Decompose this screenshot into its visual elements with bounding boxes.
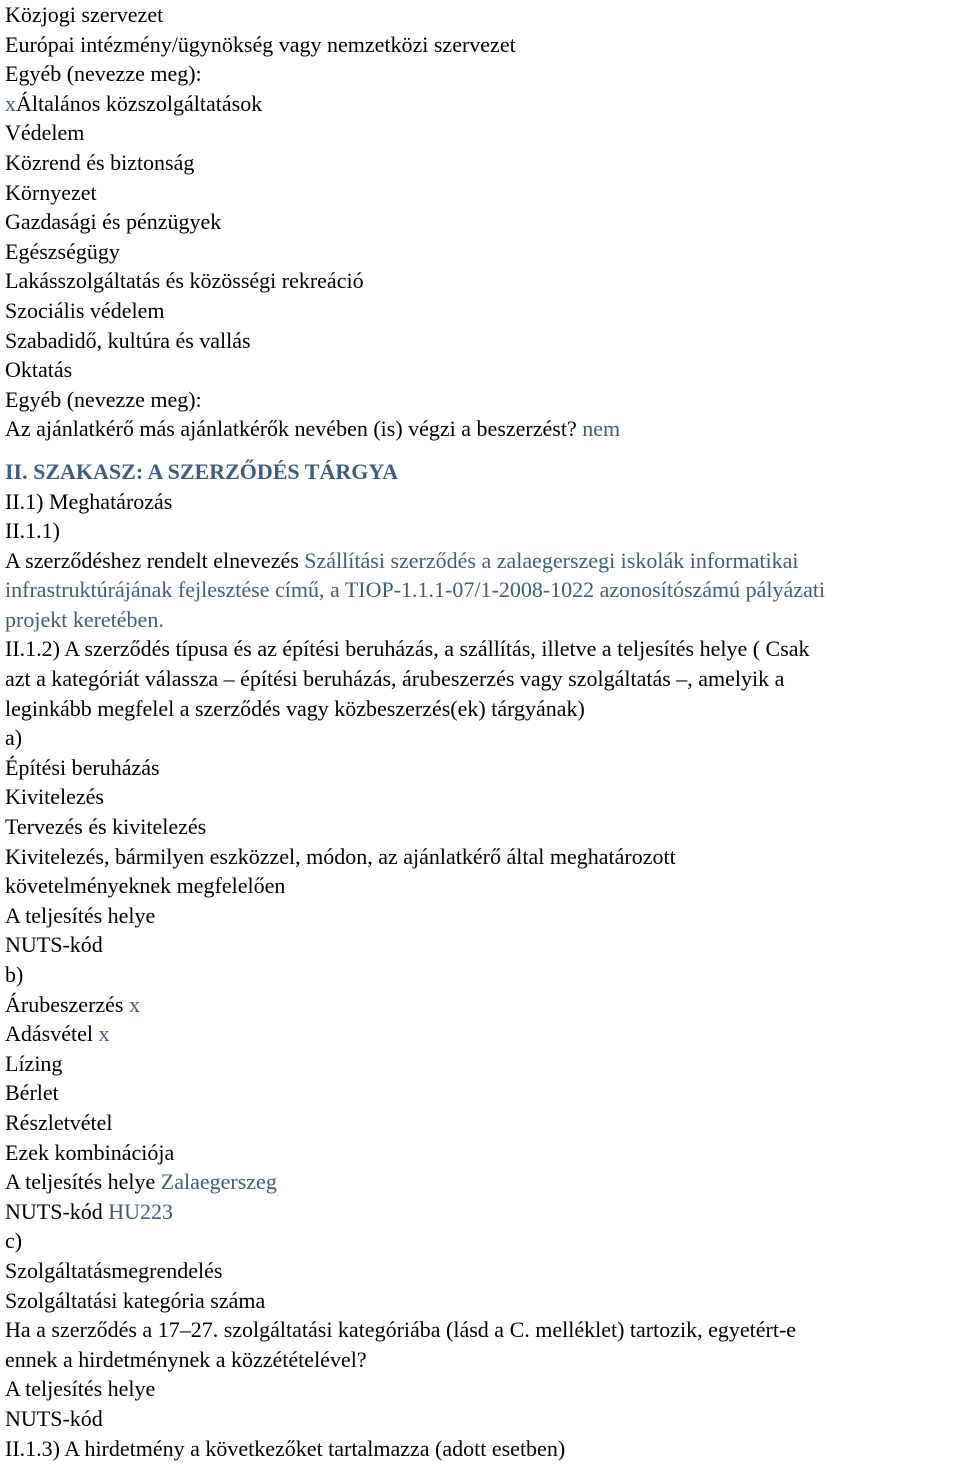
- c-category: Szolgáltatási kategória száma: [5, 1287, 266, 1313]
- a-works: Építési beruházás: [5, 754, 160, 780]
- a-label: a): [5, 725, 23, 751]
- activity-housing: Lakásszolgáltatás és közösségi rekreáció: [5, 268, 364, 294]
- b-nuts-value: HU223: [108, 1198, 174, 1224]
- c-nuts: NUTS-kód: [5, 1405, 103, 1431]
- a-nuts: NUTS-kód: [5, 932, 103, 958]
- b-supplies-row: [5, 990, 955, 1020]
- contract-name-value: Szállítási szerződés a zalaegerszegi iskolák informatikai: [304, 547, 799, 573]
- s212-line-3: leginkább megfelel a szerződés vagy közbeszerzés(ek) tárgyának): [5, 695, 585, 721]
- activity-other: Egyéb (nevezze meg):: [5, 386, 202, 412]
- b-leasing: Lízing: [5, 1050, 63, 1076]
- b-purchase-mark: x: [98, 1021, 110, 1047]
- b-place-value: Zalaegerszeg: [160, 1169, 277, 1195]
- contract-name-value-3: projekt keretében.: [5, 606, 164, 632]
- a-design-execution: Tervezés és kivitelezés: [5, 814, 207, 840]
- b-rental: Bérlet: [5, 1080, 59, 1106]
- c-consent-1: Ha a szerződés a 17–27. szolgáltatási kategóriába (lásd a C. melléklet) tartozik, egyetért-e: [5, 1317, 797, 1343]
- contract-name-label: A szerződéshez rendelt elnevezés: [5, 547, 299, 573]
- a-execution: Kivitelezés: [5, 784, 104, 810]
- s213-label: II.1.3) A hirdetmény a következőket tartalmazza (adott esetben): [5, 1435, 566, 1461]
- activity-public-order: Közrend és biztonság: [5, 149, 195, 175]
- s212-line-2: azt a kategóriát válassza – építési beruházás, árubeszerzés vagy szolgáltatás –, amelyik a: [5, 666, 785, 692]
- a-realisation-1: Kivitelezés, bármilyen eszközzel, módon, az ajánlatkérő által meghatározott: [5, 843, 676, 869]
- b-nuts-label: NUTS-kód: [5, 1198, 103, 1224]
- behalf-answer: nem: [582, 416, 621, 442]
- activity-economic: Gazdasági és pénzügyek: [5, 209, 222, 235]
- s212-line-1: II.1.2) A szerződés típusa és az építési beruházás, a szállítás, illetve a teljesítés helye ( Csak: [5, 636, 810, 662]
- b-supplies: Árubeszerzés: [5, 991, 124, 1017]
- b-nuts-row: [5, 1197, 955, 1227]
- section-heading: II. SZAKASZ: A SZERZŐDÉS TÁRGYA: [5, 458, 399, 484]
- behalf-question-row: [5, 414, 955, 444]
- contract-name-value-2: infrastruktúrájának fejlesztése című, a TIOP-1.1.1-07/1-2008-1022 azonosítószámú pályázati: [5, 577, 826, 603]
- activity-general-services: [5, 89, 955, 119]
- b-place-label: A teljesítés helye: [5, 1169, 156, 1195]
- a-realisation-2: követelményeknek megfelelően: [5, 873, 286, 899]
- org-type-eu-institution: Európai intézmény/ügynökség vagy nemzetközi szervezet: [5, 31, 516, 57]
- activity-defence: Védelem: [5, 120, 85, 146]
- s211-label: II.1.1): [5, 518, 60, 544]
- activity-label: Általános közszolgáltatások: [16, 90, 263, 116]
- activity-health: Egészségügy: [5, 238, 120, 264]
- b-purchase-row: [5, 1019, 955, 1049]
- c-place: A teljesítés helye: [5, 1376, 156, 1402]
- b-supplies-mark: x: [129, 991, 140, 1017]
- contract-name-row: [5, 546, 955, 576]
- activity-environment: Környezet: [5, 179, 97, 205]
- c-consent-2: ennek a hirdetménynek a közzétételével?: [5, 1346, 367, 1372]
- s21-label: II.1) Meghatározás: [5, 488, 173, 514]
- activity-culture: Szabadidő, kultúra és vallás: [5, 327, 251, 353]
- a-place: A teljesítés helye: [5, 902, 156, 928]
- b-combination: Ezek kombinációja: [5, 1139, 175, 1165]
- b-label: b): [5, 962, 24, 987]
- behalf-question: Az ajánlatkérő más ajánlatkérők nevében (is) végzi a beszerzést?: [5, 416, 577, 442]
- activity-social: Szociális védelem: [5, 297, 165, 323]
- activity-education: Oktatás: [5, 357, 73, 383]
- b-purchase: Adásvétel: [5, 1021, 93, 1047]
- c-services: Szolgáltatásmegrendelés: [5, 1257, 223, 1283]
- activity-mark: x: [5, 90, 16, 116]
- org-type-public-law: Közjogi szervezet: [5, 2, 164, 27]
- b-place-row: [5, 1167, 955, 1197]
- c-label: c): [5, 1228, 23, 1254]
- org-type-other: Egyéb (nevezze meg):: [5, 61, 202, 87]
- b-hire-purchase: Részletvétel: [5, 1109, 113, 1135]
